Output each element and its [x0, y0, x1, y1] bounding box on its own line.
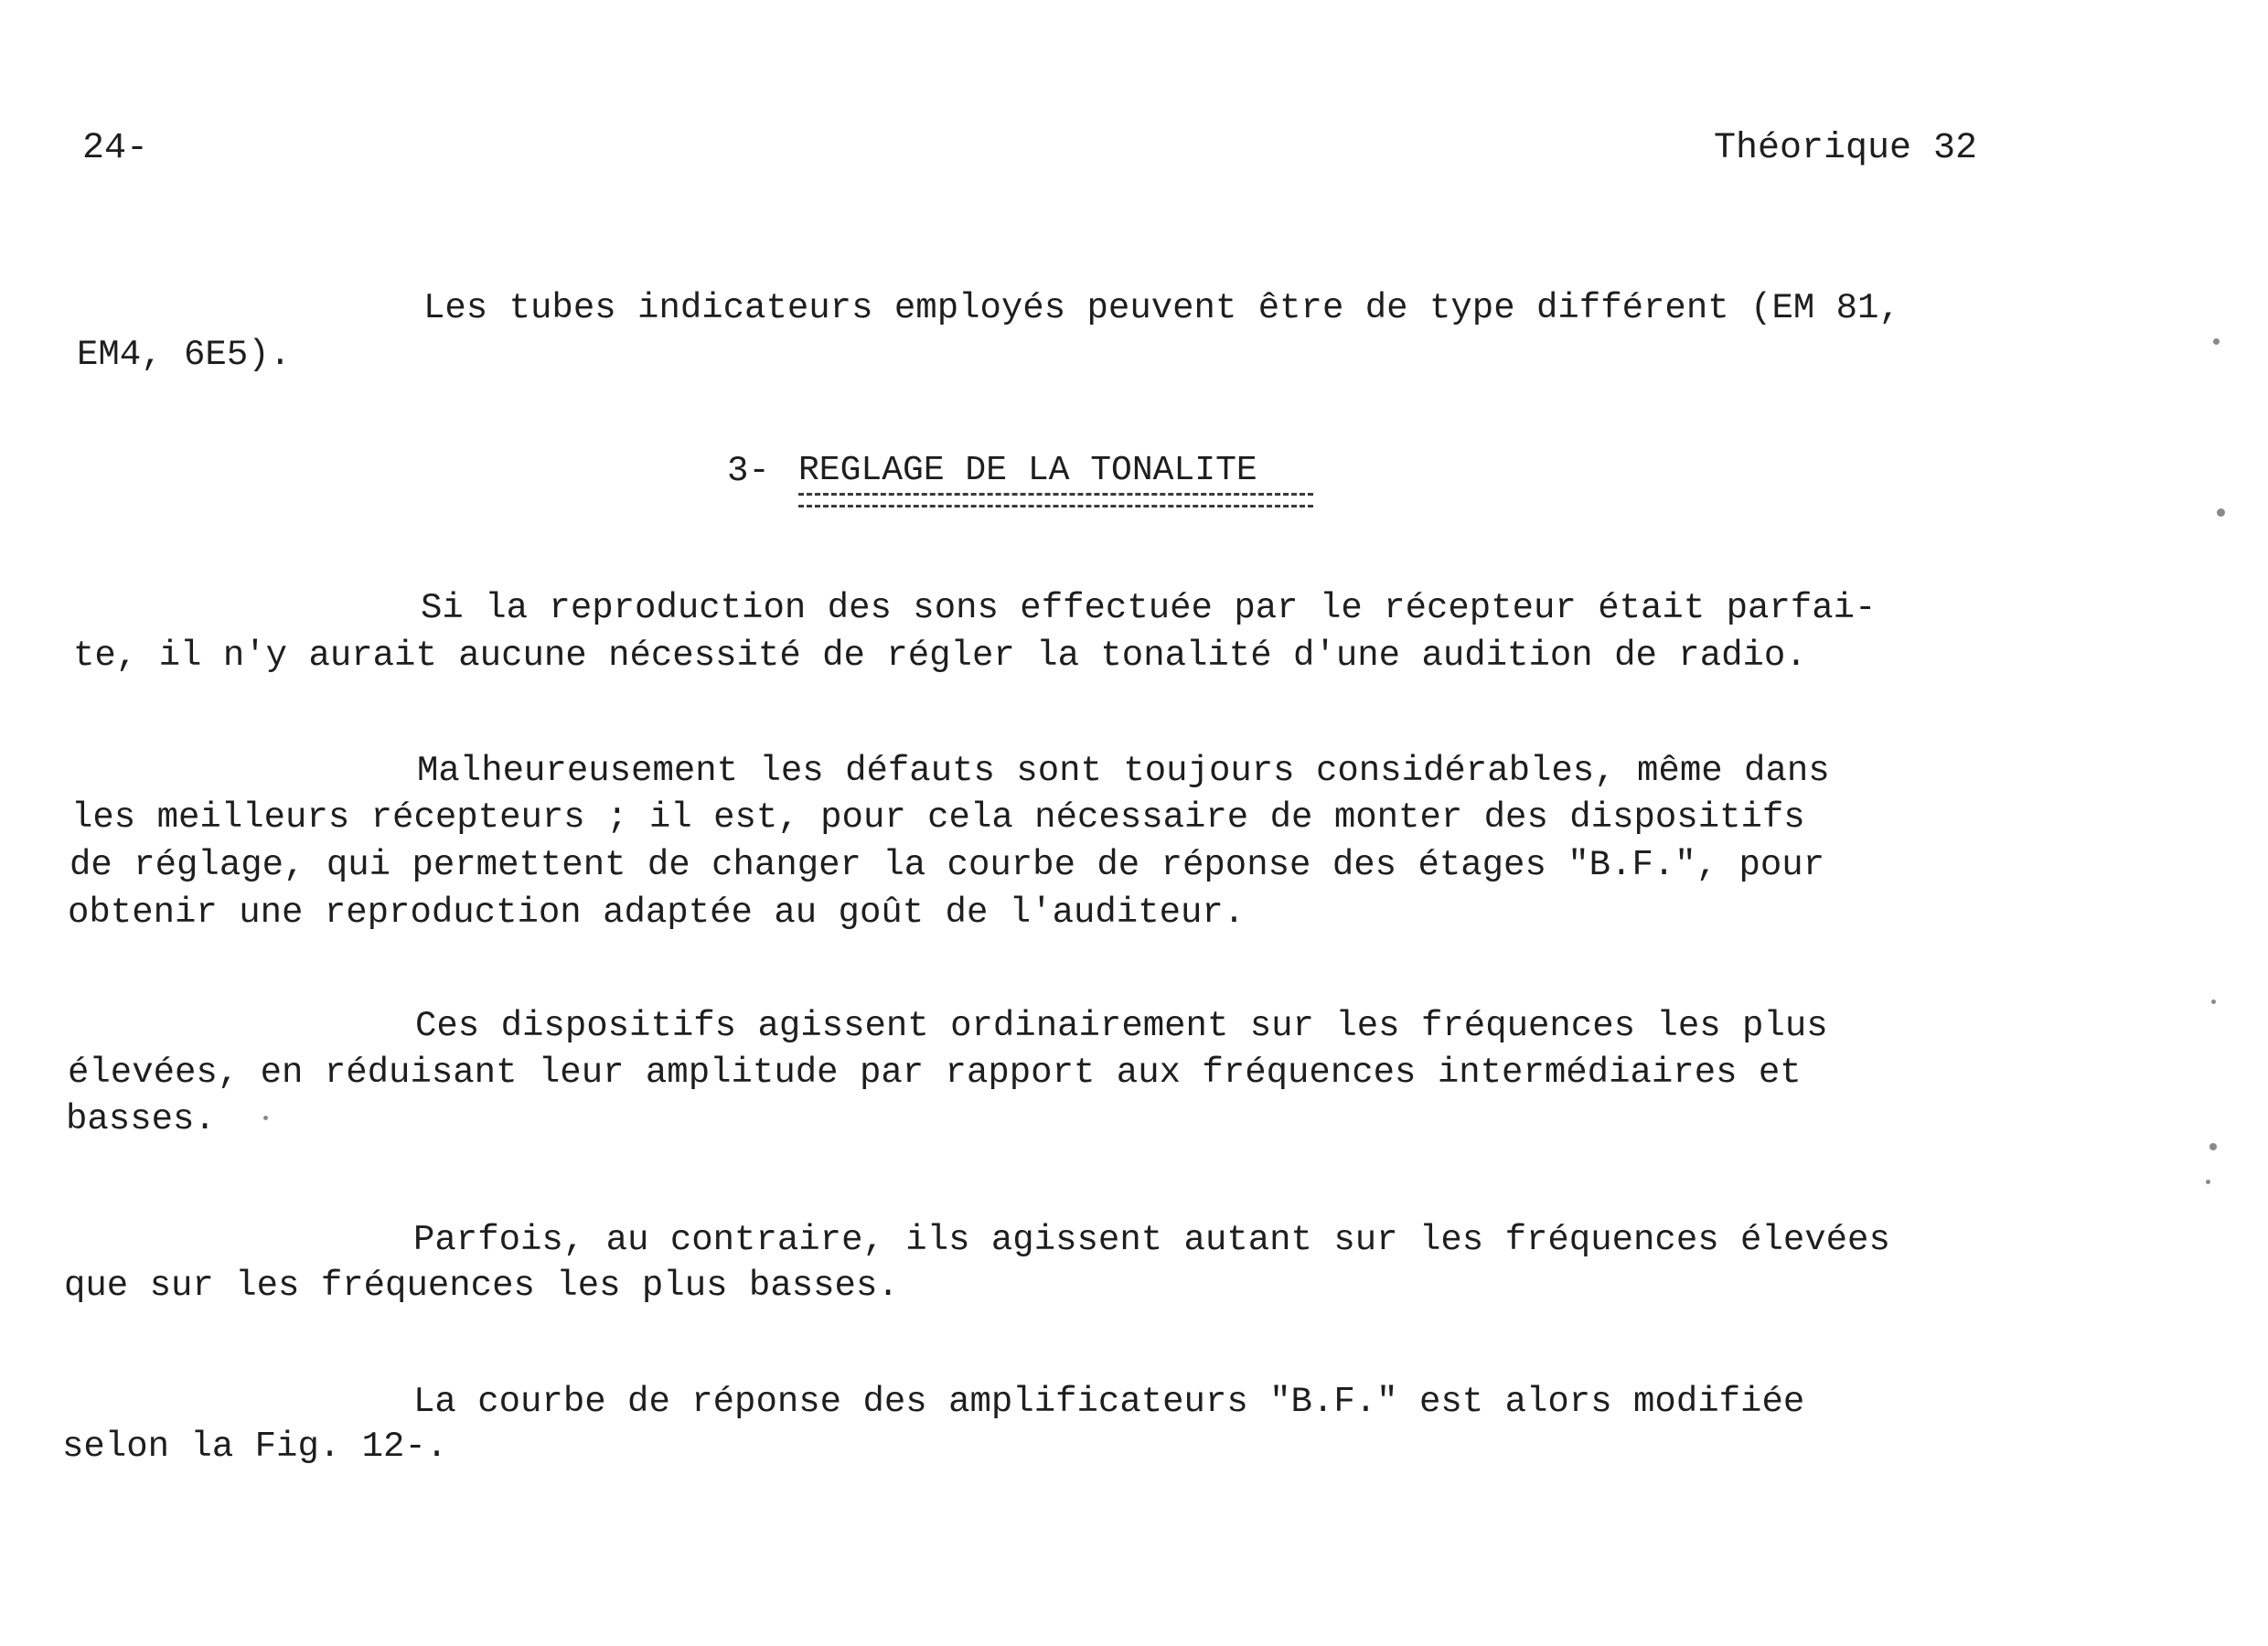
- paragraph-4-line-1: Ces dispositifs agissent ordinairement sur les fréquences les plus: [415, 1006, 1828, 1046]
- section-heading: REGLAGE DE LA TONALITE: [798, 451, 1257, 490]
- scan-speck: [2211, 999, 2216, 1004]
- paragraph-2-line-2: te, il n'y aurait aucune nécessité de régler la tonalité d'une audition de radio.: [73, 636, 1807, 676]
- paragraph-3-line-4: obtenir une reproduction adaptée au goût de l'auditeur.: [68, 892, 1246, 933]
- paragraph-4-line-2: élevées, en réduisant leur amplitude par rapport aux fréquences intermédiaires et: [68, 1053, 1802, 1093]
- paragraph-5-line-2: que sur les fréquences les plus basses.: [64, 1266, 899, 1306]
- scan-speck: [2217, 508, 2225, 517]
- scan-speck: [263, 1116, 268, 1120]
- scan-speck: [2209, 1143, 2217, 1150]
- page-label: Théorique 32: [1714, 128, 1978, 169]
- scan-speck: [2213, 338, 2220, 345]
- paragraph-1-line-1: Les tubes indicateurs employés peuvent être de type différent (EM 81,: [423, 288, 1900, 328]
- paragraph-2-line-1: Si la reproduction des sons effectuée par le récepteur était parfai-: [421, 588, 1877, 628]
- paragraph-5-line-1: Parfois, au contraire, ils agissent autant sur les fréquences élevées: [413, 1220, 1890, 1260]
- scan-speck: [2206, 1180, 2210, 1184]
- section-number: 3-: [727, 451, 770, 491]
- section-heading-underline: [798, 493, 1313, 508]
- paragraph-4-line-3: basses.: [66, 1099, 216, 1139]
- paragraph-6-line-1: La courbe de réponse des amplificateurs "B.F." est alors modifiée: [413, 1382, 1805, 1422]
- page-number: 24-: [82, 128, 149, 169]
- paragraph-6-line-2: selon la Fig. 12-.: [62, 1427, 448, 1467]
- paragraph-3-line-1: Malheureusement les défauts sont toujours considérables, même dans: [417, 751, 1830, 791]
- paragraph-1-line-2: EM4, 6E5).: [77, 335, 292, 375]
- paragraph-3-line-2: les meilleurs récepteurs ; il est, pour cela nécessaire de monter des dispositifs: [71, 797, 1805, 838]
- paragraph-3-line-3: de réglage, qui permettent de changer la courbe de réponse des étages "B.F.", pour: [70, 845, 1825, 885]
